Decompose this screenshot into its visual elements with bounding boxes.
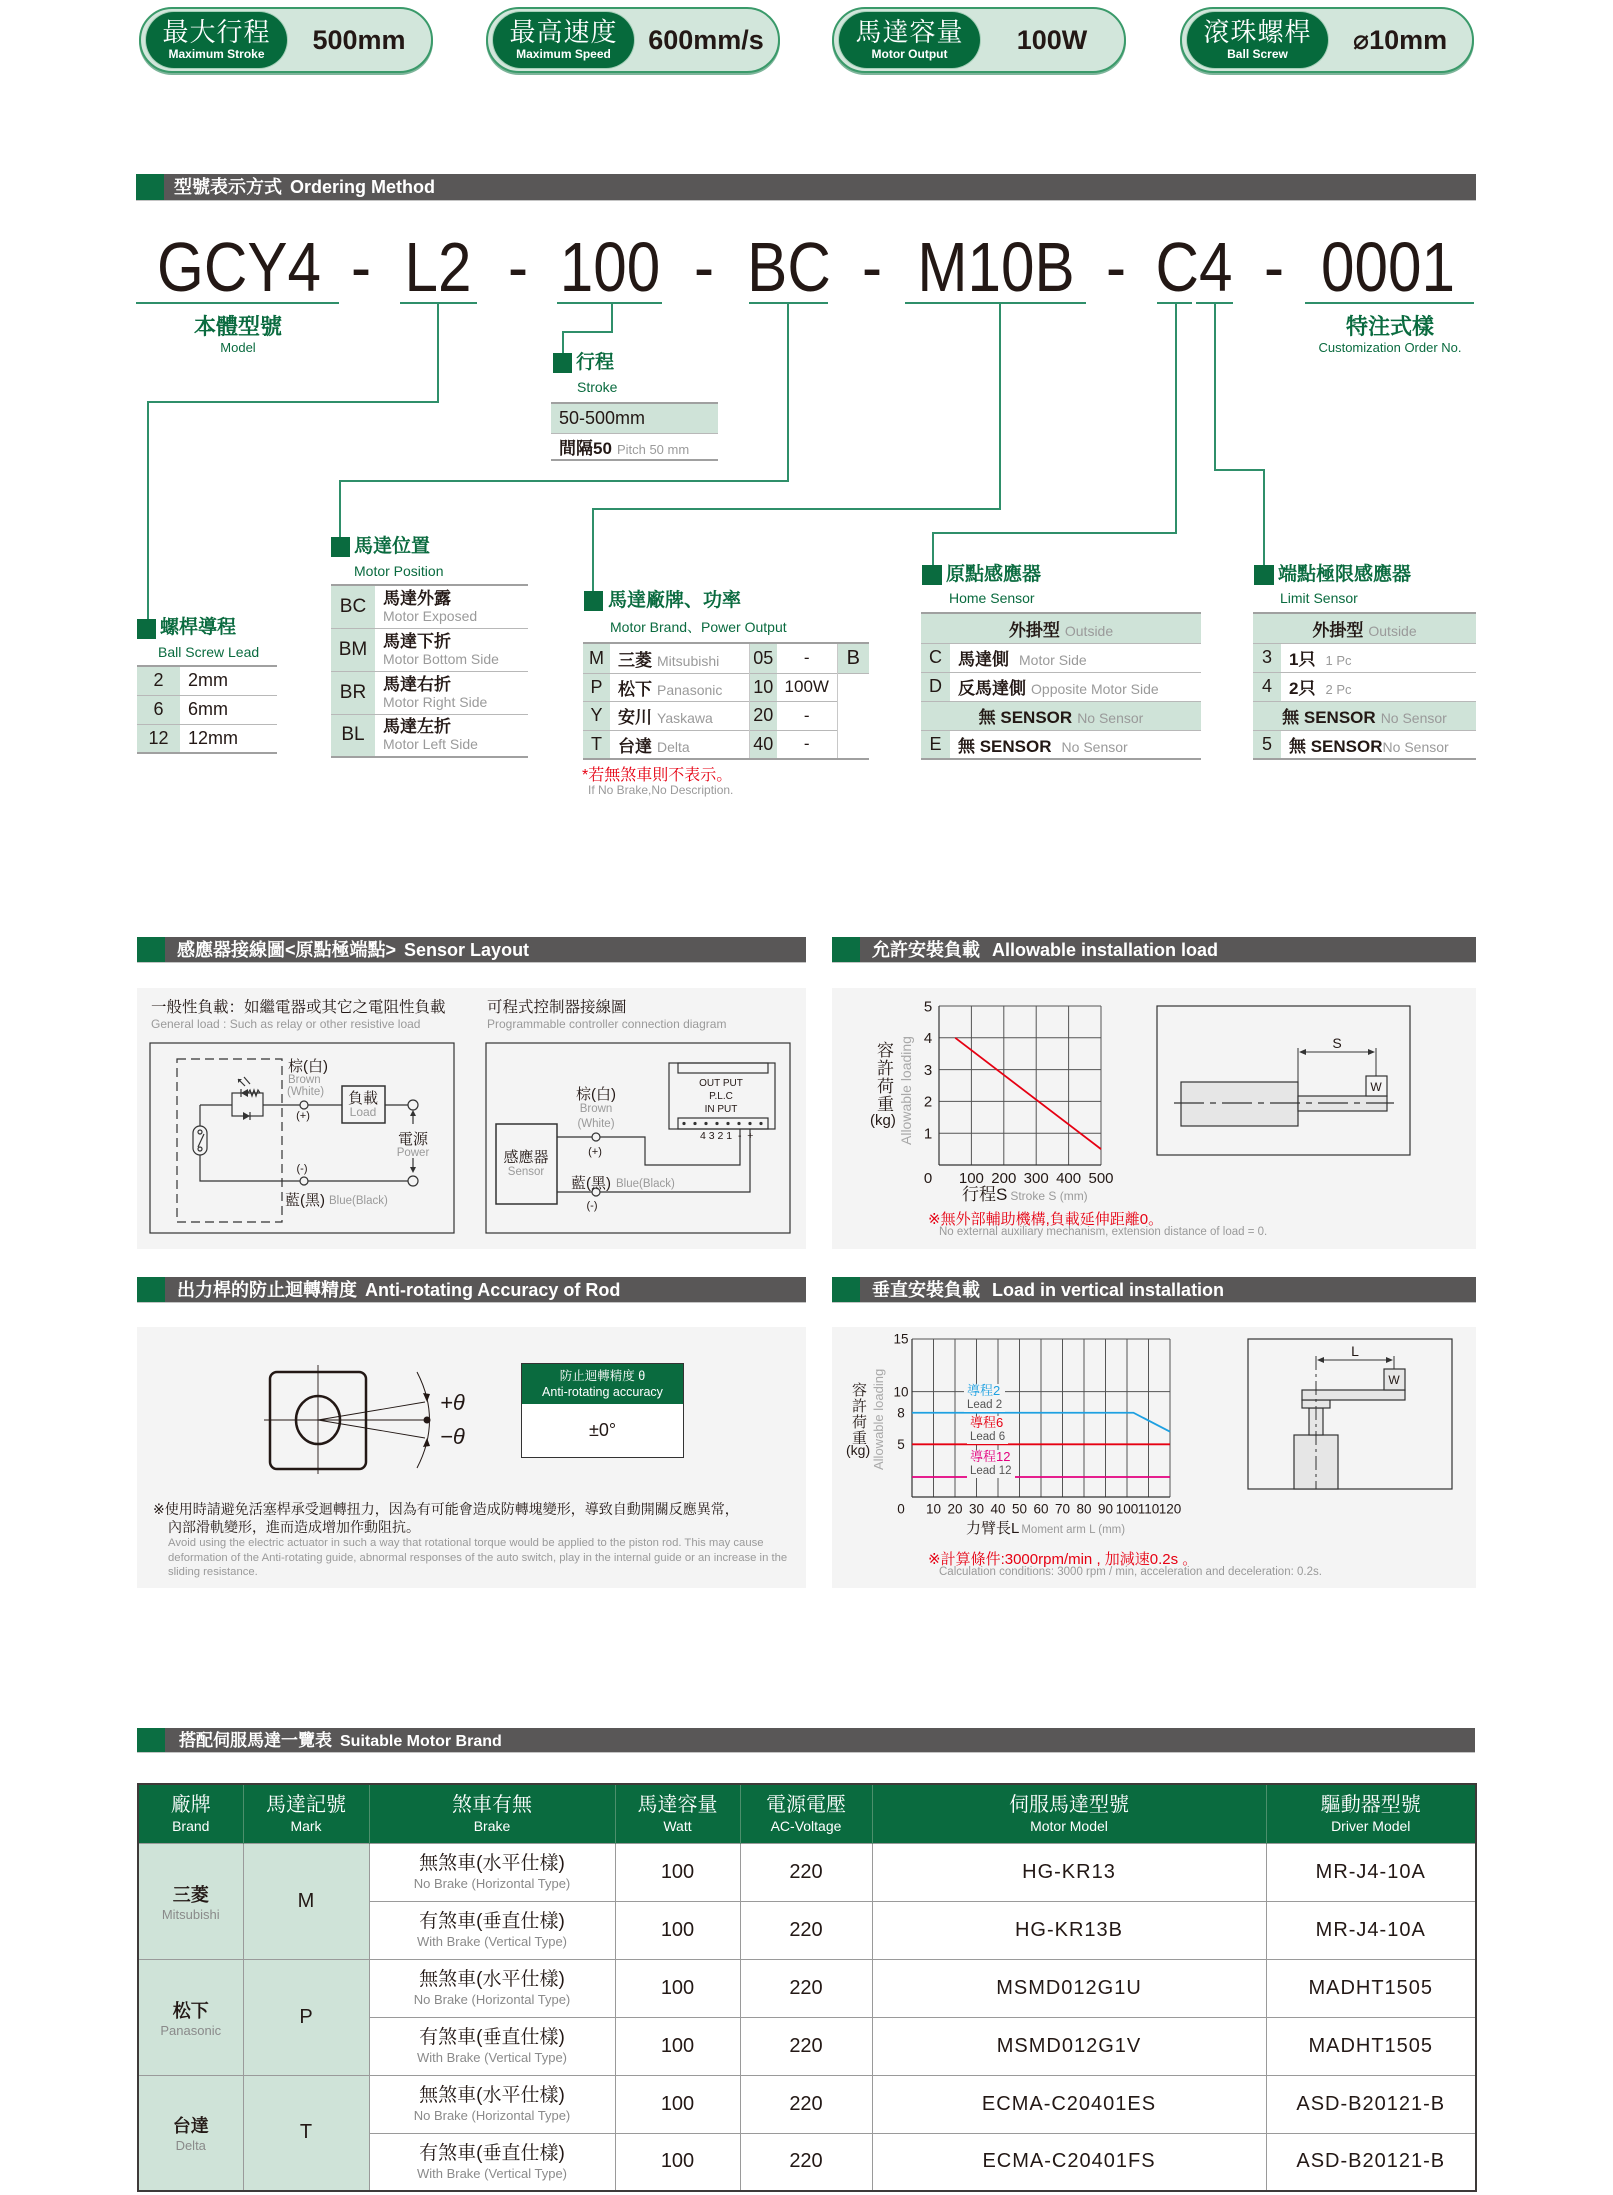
series-label-lead-12: 導程12 Lead 12: [967, 1450, 1015, 1478]
section-title-zh: 搭配伺服馬達一覽表: [179, 1731, 332, 1750]
svg-text:棕(白): 棕(白): [576, 1086, 616, 1103]
brand-table: [583, 642, 869, 760]
anti-rotating-note-zh-1: ※使用時請避免活塞桿承受迴轉扭力，因為有可能會造成防轉塊變形，導致自動開關反應異常，: [153, 1501, 739, 1517]
sensor-wiring-diagrams: [137, 988, 806, 1249]
custom-label-zh: 特注式樣: [1345, 314, 1434, 339]
stroke-range: 50-500mm: [551, 403, 718, 433]
section-marker: [137, 1277, 165, 1302]
model-label-zh: 本體型號: [193, 314, 282, 339]
home-sensor-title-en: Home Sensor: [949, 590, 1035, 606]
svg-text:Programmable controller connec: Programmable controller connection diagram: [487, 1017, 727, 1031]
svg-text:4 3 2 1 - +: 4 3 2 1 - +: [700, 1130, 754, 1142]
spec-label-zh: 最大行程: [162, 17, 271, 47]
svg-text:Blue(Black): Blue(Black): [616, 1178, 675, 1190]
vertical-ylabel-zh: 容許荷重: [850, 1382, 867, 1446]
table-row: 有煞車(垂直仕樣) With Brake (Vertical Type) 100 220 ECMA-C20401FS ASD-B20121-B: [138, 2133, 1476, 2191]
svg-text:110: 110: [1137, 1501, 1160, 1517]
table-row: 3 1只 1 Pc: [1253, 643, 1476, 672]
svg-text:20: 20: [947, 1501, 963, 1517]
table-row: P 松下 Panasonic 10 100W: [583, 673, 869, 701]
spec-value: ⌀10mm: [1352, 25, 1448, 55]
allowable-note-zh: ※無外部輔助機構,負載延伸距離0。: [928, 1211, 1164, 1228]
svg-text:Load: Load: [349, 1105, 377, 1119]
code-separator: -: [1105, 228, 1127, 306]
allowable-note-en: No external auxiliary mechanism, extension distance of load = 0.: [939, 1226, 1268, 1238]
table-row: 有煞車(垂直仕樣) With Brake (Vertical Type) 100 220 HG-KR13B MR-J4-10A: [138, 1901, 1476, 1959]
lead-title-en: Ball Screw Lead: [158, 644, 260, 660]
limit-sensor-marker: [1254, 565, 1274, 585]
home-sensor-table: [921, 612, 1201, 760]
svg-text:Sensor: Sensor: [507, 1166, 545, 1178]
svg-text:4: 4: [923, 1030, 933, 1048]
table-row: 2 2mm: [137, 666, 277, 695]
svg-text:藍(黑): 藍(黑): [285, 1192, 325, 1209]
accuracy-table-header: 防止迴轉精度 θ Anti-rotating accuracy: [522, 1364, 683, 1404]
section-marker: [137, 1728, 165, 1752]
code-separator: -: [1263, 228, 1285, 306]
section-marker: [832, 1277, 860, 1302]
table-row: Y 安川 Yaskawa 20 -: [583, 701, 869, 730]
svg-text:2: 2: [923, 1093, 933, 1111]
svg-text:15: 15: [893, 1331, 909, 1347]
lead-title-zh: 螺桿導程: [160, 617, 237, 638]
svg-text:10: 10: [893, 1384, 909, 1400]
model-label-en: Model: [220, 340, 256, 355]
spec-label-zh: 馬達容量: [855, 17, 964, 47]
stroke-title-en: Stroke: [577, 379, 618, 395]
section-title-zh: 感應器接線圖<原點極端點>: [177, 940, 397, 960]
svg-text:10: 10: [925, 1501, 942, 1517]
stroke-pitch: 間隔50 Pitch 50 mm: [551, 433, 718, 460]
table-row: 5 無 SENSORNo Sensor: [1253, 730, 1476, 759]
spec-label-en: Ball Screw: [1227, 47, 1288, 61]
spec-value: 100W: [1016, 25, 1088, 55]
svg-text:行程SStroke S (mm): 行程S Stroke S (mm): [962, 1185, 1088, 1204]
svg-text:W: W: [1370, 1080, 1382, 1094]
svg-text:120: 120: [1158, 1501, 1182, 1517]
position-table: [331, 584, 528, 758]
table-row: BM 馬達下折 Motor Bottom Side: [331, 628, 528, 671]
section-title-en: Suitable Motor Brand: [340, 1733, 502, 1750]
svg-text:300: 300: [1023, 1170, 1049, 1187]
vertical-arm-diagram: [1248, 1339, 1452, 1489]
svg-text:W: W: [1388, 1373, 1400, 1387]
svg-text:P.L.C: P.L.C: [709, 1091, 733, 1102]
svg-text:60: 60: [1033, 1501, 1049, 1517]
svg-text:Blue(Black): Blue(Black): [329, 1195, 388, 1207]
accuracy-value: ±0°: [588, 1420, 617, 1440]
svg-text:5: 5: [897, 1437, 905, 1453]
svg-text:400: 400: [1056, 1170, 1082, 1187]
brand-marker: [584, 591, 603, 611]
spec-label-en: Maximum Speed: [516, 47, 611, 61]
section-title-en: Load in vertical installation: [992, 1280, 1225, 1300]
svg-text:40: 40: [990, 1501, 1006, 1517]
svg-text:3: 3: [923, 1061, 933, 1079]
code-segment-stroke: 100: [559, 228, 661, 306]
table-row: BL 馬達左折 Motor Left Side: [331, 714, 528, 757]
limit-sensor-table: [1253, 612, 1476, 760]
column-header-motor-model: 伺服馬達型號 Motor Model: [872, 1784, 1266, 1843]
section-title-en: Ordering Method: [290, 177, 435, 197]
section-bar-allowable-load: [832, 937, 1476, 963]
svg-text:S: S: [1332, 1035, 1342, 1051]
allowable-ylabel-unit: (kg): [870, 1112, 896, 1129]
table-row: 12 12mm: [137, 724, 277, 753]
lead-marker: [137, 619, 156, 639]
svg-text:棕(白): 棕(白): [288, 1058, 328, 1075]
svg-text:−θ: −θ: [440, 1424, 465, 1449]
brand-title-en: Motor Brand、Power Output: [610, 619, 787, 635]
vertical-ylabel-en: Allowable loading: [871, 1368, 886, 1470]
svg-text:力臂長LMoment arm L (mm): 力臂長L Moment arm L (mm): [966, 1520, 1126, 1537]
table-row: 台達 Delta T 無煞車(水平仕樣) No Brake (Horizontal Type) 100 220 ECMA-C20401ES ASD-B20121-B: [138, 2075, 1476, 2133]
brake-note-zh: *若無煞車則不表示。: [582, 767, 733, 784]
table-row: D 反馬達側 Opposite Motor Side: [921, 672, 1201, 701]
section-marker: [137, 937, 165, 962]
svg-text:80: 80: [1076, 1501, 1092, 1517]
spec-label-zh: 滾珠螺桿: [1203, 17, 1312, 47]
table-row: 三菱 Mitsubishi M 無煞車(水平仕樣) No Brake (Horizontal Type) 100 220 HG-KR13 MR-J4-10A: [138, 1843, 1476, 1901]
brand-cell: 三菱 Mitsubishi: [138, 1843, 243, 1959]
svg-text:100: 100: [958, 1170, 984, 1187]
svg-text:(-): (-): [296, 1163, 308, 1175]
section-title-zh: 出力桿的防止迴轉精度: [177, 1280, 357, 1300]
section-title-zh: 允許安裝負載: [872, 940, 980, 960]
svg-text:Brown: Brown: [579, 1103, 613, 1115]
svg-text:90: 90: [1097, 1501, 1114, 1517]
brand-cell: 台達 Delta: [138, 2075, 243, 2191]
table-row: BR 馬達右折 Motor Right Side: [331, 671, 528, 714]
mark-cell: M: [243, 1843, 369, 1959]
series-label-lead-6: 導程6 Lead 6: [967, 1416, 1008, 1444]
svg-text:L: L: [1351, 1343, 1359, 1359]
svg-text:(-): (-): [586, 1200, 598, 1212]
column-header-brand: 廠牌 Brand: [138, 1784, 243, 1843]
stroke-table: [551, 402, 718, 461]
svg-text:1: 1: [923, 1125, 933, 1143]
position-title-zh: 馬達位置: [354, 536, 431, 557]
spec-label-en: Motor Output: [871, 47, 948, 61]
svg-text:(White): (White): [287, 1086, 325, 1098]
section-bar-motor-brand: [137, 1728, 1475, 1753]
svg-text:Power: Power: [396, 1147, 430, 1159]
spec-label-zh: 最高速度: [509, 17, 618, 47]
lead-table: [137, 665, 277, 754]
svg-text:電源: 電源: [397, 1131, 429, 1148]
brand-cell: 松下 Panasonic: [138, 1959, 243, 2075]
anti-rotating-note-zh-2: 內部滑軌變形，進而造成增加作動阻抗。: [168, 1519, 420, 1535]
section-bar-vertical-load: [832, 1277, 1476, 1303]
allowable-ylabel-en: Allowable loading: [898, 1036, 914, 1145]
section-bar-anti-rotating: [137, 1277, 806, 1303]
custom-label-en: Customization Order No.: [1318, 340, 1462, 355]
column-header-brake: 煞車有無 Brake: [369, 1784, 615, 1843]
limit-sensor-title-en: Limit Sensor: [1280, 590, 1358, 606]
svg-text:可程式控制器接線圖: 可程式控制器接線圖: [487, 999, 627, 1016]
series-label-lead-2: 導程2 Lead 2: [964, 1384, 1005, 1412]
table-row: C 馬達側 Motor Side: [921, 643, 1201, 672]
svg-text:一般性負載：如繼電器或其它之電阻性負載: 一般性負載：如繼電器或其它之電阻性負載: [151, 999, 446, 1016]
position-marker: [331, 537, 350, 557]
section-title-en: Allowable installation load: [992, 940, 1219, 960]
home-sensor-title-zh: 原點感應器: [946, 564, 1042, 585]
svg-text:OUT PUT: OUT PUT: [699, 1078, 743, 1089]
svg-text:(+): (+): [296, 1110, 310, 1122]
section-title-en: Sensor Layout: [404, 940, 530, 960]
vertical-ylabel-unit: (kg): [846, 1442, 871, 1458]
svg-text:Brown: Brown: [288, 1074, 321, 1086]
svg-text:General load : Such as relay o: General load : Such as relay or other resistive load: [151, 1017, 421, 1031]
section-marker: [832, 937, 860, 962]
table-group-row: 外掛型 Outside: [1253, 613, 1476, 643]
table-row: T 台達 Delta 40 -: [583, 730, 869, 759]
svg-text:IN PUT: IN PUT: [704, 1104, 738, 1115]
anti-rotating-accuracy-table: [521, 1363, 684, 1458]
table-row: M 三菱 Mitsubishi 05 - B: [583, 643, 869, 673]
code-separator: -: [507, 228, 529, 306]
table-group-row: 無 SENSOR No Sensor: [1253, 701, 1476, 730]
brake-code: B: [837, 643, 869, 673]
column-header-voltage: 電源電壓 AC-Voltage: [740, 1784, 872, 1843]
code-segment-lead: L2: [404, 228, 472, 306]
spec-label-en: Maximum Stroke: [168, 47, 265, 61]
spec-value: 600mm/s: [648, 25, 764, 55]
table-header-row: [138, 1784, 1476, 1843]
code-separator: -: [861, 228, 883, 306]
table-row: 4 2只 2 Pc: [1253, 672, 1476, 701]
column-header-driver-model: 驅動器型號 Driver Model: [1266, 1784, 1476, 1843]
svg-text:100: 100: [1115, 1501, 1139, 1517]
position-title-en: Motor Position: [354, 563, 444, 579]
column-header-watt: 馬達容量 Watt: [615, 1784, 740, 1843]
table-group-row: 外掛型 Outside: [921, 613, 1201, 643]
svg-text:70: 70: [1054, 1501, 1071, 1517]
spec-value: 500mm: [312, 25, 406, 55]
svg-text:200: 200: [991, 1170, 1017, 1187]
brand-title-zh: 馬達廠牌、功率: [608, 590, 742, 611]
anti-rotating-note-en: Avoid using the electric actuator in such a way that rotational torque would be applied to the piston rod. This may cause deformation of the Anti-rotating guide, abnormal responses of the auto switch, play in the internal guide or an increase in the sliding resistance.: [168, 1537, 788, 1578]
table-row: BC 馬達外露 Motor Exposed: [331, 585, 528, 628]
code-segment-model: GCY4: [157, 228, 321, 306]
svg-text:感應器: 感應器: [503, 1149, 549, 1166]
section-title-zh: 垂直安裝負載: [872, 1280, 980, 1300]
svg-text:(White): (White): [577, 1118, 615, 1130]
svg-text:藍(黑): 藍(黑): [571, 1175, 611, 1192]
mark-cell: P: [243, 1959, 369, 2075]
code-segment-motor-position: BC: [747, 228, 831, 306]
table-row: E 無 SENSOR No Sensor: [921, 730, 1201, 759]
limit-sensor-title-zh: 端點極限感應器: [1278, 564, 1412, 585]
section-bar-sensor-layout: [137, 937, 806, 963]
svg-text:負載: 負載: [347, 1090, 379, 1107]
suitable-motor-table: [137, 1783, 1477, 2192]
code-separator: -: [693, 228, 715, 306]
svg-text:8: 8: [897, 1405, 905, 1421]
stroke-marker: [553, 353, 572, 373]
svg-text:50: 50: [1011, 1501, 1028, 1517]
section-title-zh: 型號表示方式: [174, 177, 282, 197]
svg-text:+θ: +θ: [440, 1390, 465, 1415]
vertical-note-en: Calculation conditions: 3000 rpm / min, acceleration and deceleration: 0.2s.: [939, 1566, 1322, 1578]
table-row: 6 6mm: [137, 695, 277, 724]
code-segment-sensors: C4: [1155, 228, 1233, 306]
allowable-ylabel-zh: 容許荷重: [874, 1041, 893, 1113]
table-group-row: 無 SENSOR No Sensor: [921, 701, 1201, 730]
section-title-en: Anti-rotating Accuracy of Rod: [365, 1280, 621, 1300]
code-segment-custom: 0001: [1321, 228, 1455, 306]
stroke-title-zh: 行程: [576, 352, 615, 373]
svg-text:500: 500: [1088, 1170, 1114, 1187]
svg-text:5: 5: [923, 998, 933, 1016]
svg-text:(+): (+): [588, 1146, 602, 1158]
table-row: 松下 Panasonic P 無煞車(水平仕樣) No Brake (Horizontal Type) 100 220 MSMD012G1U MADHT1505: [138, 1959, 1476, 2017]
home-sensor-marker: [922, 565, 942, 585]
svg-text:30: 30: [968, 1501, 985, 1517]
table-row: 有煞車(垂直仕樣) With Brake (Vertical Type) 100 220 MSMD012G1V MADHT1505: [138, 2017, 1476, 2075]
mark-cell: T: [243, 2075, 369, 2191]
svg-text:0: 0: [923, 1170, 933, 1187]
column-header-mark: 馬達記號 Mark: [243, 1784, 369, 1843]
svg-text:0: 0: [897, 1501, 905, 1517]
vertical-note-zh: ※計算條件:3000rpm/min , 加減速0.2s 。: [928, 1551, 1198, 1568]
code-separator: -: [350, 228, 372, 306]
code-segment-motor-brand: M10B: [917, 228, 1075, 306]
brake-note-en: If No Brake,No Description.: [588, 783, 734, 797]
